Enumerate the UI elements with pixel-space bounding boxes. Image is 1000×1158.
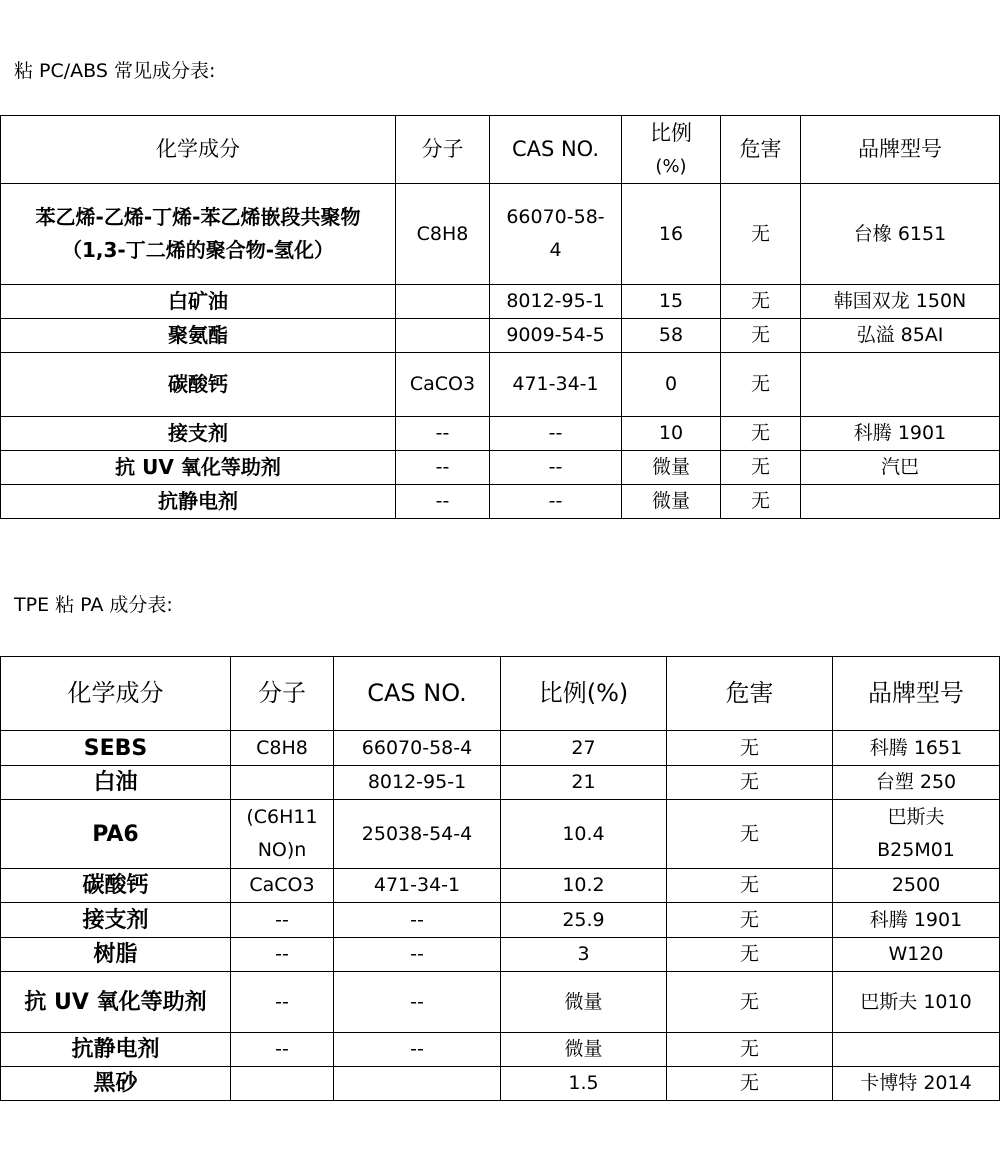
cell-molecule: C8H8	[396, 184, 490, 285]
cell-cas: 8012-95-1	[334, 766, 501, 800]
cell-molecule: CaCO3	[396, 353, 490, 417]
header-molecule: 分子	[396, 116, 490, 184]
header-hazard: 危害	[667, 657, 833, 731]
component-line1: 苯乙烯-乙烯-丁烯-苯乙烯嵌段共聚物	[35, 205, 361, 229]
cell-brand: 科腾 1651	[833, 731, 1000, 766]
cell-hazard: 无	[721, 319, 801, 353]
cell-molecule	[231, 1067, 334, 1101]
cell-component: 碳酸钙	[1, 353, 396, 417]
cell-molecule: --	[231, 938, 334, 972]
cell-molecule	[396, 319, 490, 353]
cell-brand: 2500	[833, 869, 1000, 903]
cell-cas: 9009-54-5	[490, 319, 622, 353]
cell-component: 白矿油	[1, 285, 396, 319]
cell-brand: 韩国双龙 150N	[801, 285, 1000, 319]
cell-hazard: 无	[721, 353, 801, 417]
cell-hazard: 无	[721, 485, 801, 519]
cell-molecule	[231, 800, 334, 869]
header-cas: CAS NO.	[334, 657, 501, 731]
table-row	[1, 903, 1000, 938]
cell-brand	[801, 485, 1000, 519]
cell-component: 接支剂	[1, 903, 231, 938]
header-ratio	[622, 116, 721, 184]
cell-brand	[833, 800, 1000, 869]
cell-brand: 卡博特 2014	[833, 1067, 1000, 1101]
cell-molecule	[231, 766, 334, 800]
pc-abs-composition-table	[0, 115, 1000, 519]
cell-ratio: 15	[622, 285, 721, 319]
table-row	[1, 285, 1000, 319]
cell-cas: 471-34-1	[334, 869, 501, 903]
cell-component: 接支剂	[1, 417, 396, 451]
cell-molecule	[396, 285, 490, 319]
section2-title: TPE 粘 PA 成分表:	[14, 594, 173, 616]
cell-brand: 台塑 250	[833, 766, 1000, 800]
table-header-row	[1, 116, 1000, 184]
cell-cas: --	[490, 485, 622, 519]
cell-brand: 弘溢 85AI	[801, 319, 1000, 353]
tpe-pa-composition-table	[0, 656, 1000, 1101]
table-row	[1, 800, 1000, 869]
cell-brand: 巴斯夫 1010	[833, 972, 1000, 1033]
header-cas: CAS NO.	[490, 116, 622, 184]
cell-ratio: 16	[622, 184, 721, 285]
cell-brand: 台橡 6151	[801, 184, 1000, 285]
header-ratio: 比例(%)	[501, 657, 667, 731]
table-row	[1, 869, 1000, 903]
cell-ratio: 27	[501, 731, 667, 766]
cell-cas: --	[334, 938, 501, 972]
table-row	[1, 972, 1000, 1033]
cell-hazard: 无	[667, 766, 833, 800]
cell-brand	[833, 1033, 1000, 1067]
table-row	[1, 353, 1000, 417]
cell-ratio: 10	[622, 417, 721, 451]
table-row	[1, 319, 1000, 353]
header-component: 化学成分	[1, 657, 231, 731]
header-molecule: 分子	[231, 657, 334, 731]
cell-ratio: 3	[501, 938, 667, 972]
cell-component: 抗 UV 氧化等助剂	[1, 451, 396, 485]
cell-ratio: 微量	[622, 451, 721, 485]
cell-component: 白油	[1, 766, 231, 800]
cell-molecule: --	[231, 903, 334, 938]
cell-brand: 汽巴	[801, 451, 1000, 485]
cell-ratio: 微量	[622, 485, 721, 519]
cell-ratio: 0	[622, 353, 721, 417]
cell-hazard: 无	[667, 1067, 833, 1101]
cell-ratio: 25.9	[501, 903, 667, 938]
table-row	[1, 451, 1000, 485]
cell-hazard: 无	[721, 184, 801, 285]
cas-line2: 4	[549, 239, 562, 261]
cell-molecule: CaCO3	[231, 869, 334, 903]
cell-cas: 471-34-1	[490, 353, 622, 417]
cell-component: 黑砂	[1, 1067, 231, 1101]
cell-ratio: 微量	[501, 1033, 667, 1067]
cell-ratio: 21	[501, 766, 667, 800]
molecule-line2: NO)n	[257, 839, 307, 861]
cell-cas: --	[490, 451, 622, 485]
table-row	[1, 731, 1000, 766]
cell-brand	[801, 353, 1000, 417]
table-row	[1, 1033, 1000, 1067]
cell-ratio: 微量	[501, 972, 667, 1033]
cell-component: 抗 UV 氧化等助剂	[1, 972, 231, 1033]
cell-component: 树脂	[1, 938, 231, 972]
cell-hazard: 无	[721, 417, 801, 451]
cell-hazard: 无	[721, 451, 801, 485]
cell-hazard: 无	[667, 972, 833, 1033]
cell-hazard: 无	[667, 938, 833, 972]
molecule-line1: (C6H11	[246, 806, 318, 828]
cell-component: PA6	[1, 800, 231, 869]
component-line2: （1,3-丁二烯的聚合物-氢化）	[61, 238, 335, 262]
cell-cas: 8012-95-1	[490, 285, 622, 319]
cell-component: SEBS	[1, 731, 231, 766]
cell-cas	[334, 1067, 501, 1101]
cell-brand: 科腾 1901	[833, 903, 1000, 938]
header-brand: 品牌型号	[833, 657, 1000, 731]
cell-hazard: 无	[667, 731, 833, 766]
cell-hazard: 无	[667, 903, 833, 938]
table-header-row	[1, 657, 1000, 731]
table-row	[1, 766, 1000, 800]
table-row	[1, 485, 1000, 519]
cell-brand: 科腾 1901	[801, 417, 1000, 451]
cell-component: 抗静电剂	[1, 1033, 231, 1067]
cell-hazard: 无	[667, 1033, 833, 1067]
cell-cas	[490, 184, 622, 285]
header-hazard: 危害	[721, 116, 801, 184]
section1-title: 粘 PC/ABS 常见成分表:	[14, 60, 216, 82]
cas-line1: 66070-58-	[506, 206, 605, 228]
cell-hazard: 无	[721, 285, 801, 319]
header-ratio-line2: (%)	[655, 155, 687, 177]
cell-hazard: 无	[667, 800, 833, 869]
header-ratio-line1: 比例	[650, 120, 692, 145]
cell-molecule: --	[396, 485, 490, 519]
cell-molecule: --	[231, 972, 334, 1033]
cell-cas: --	[334, 903, 501, 938]
table-row	[1, 417, 1000, 451]
cell-cas: --	[334, 1033, 501, 1067]
brand-line2: B25M01	[877, 839, 955, 861]
cell-component: 碳酸钙	[1, 869, 231, 903]
table-row	[1, 184, 1000, 285]
cell-ratio: 1.5	[501, 1067, 667, 1101]
cell-component: 聚氨酯	[1, 319, 396, 353]
cell-ratio: 10.2	[501, 869, 667, 903]
cell-ratio: 58	[622, 319, 721, 353]
cell-component: 抗静电剂	[1, 485, 396, 519]
cell-ratio: 10.4	[501, 800, 667, 869]
table-row	[1, 1067, 1000, 1101]
cell-hazard: 无	[667, 869, 833, 903]
cell-cas: 25038-54-4	[334, 800, 501, 869]
table-row	[1, 938, 1000, 972]
header-component: 化学成分	[1, 116, 396, 184]
cell-molecule: --	[396, 451, 490, 485]
cell-cas: --	[490, 417, 622, 451]
cell-molecule: C8H8	[231, 731, 334, 766]
cell-molecule: --	[396, 417, 490, 451]
cell-cas: 66070-58-4	[334, 731, 501, 766]
brand-line1: 巴斯夫	[887, 806, 945, 828]
cell-cas: --	[334, 972, 501, 1033]
cell-molecule: --	[231, 1033, 334, 1067]
cell-component	[1, 184, 396, 285]
cell-brand: W120	[833, 938, 1000, 972]
header-brand: 品牌型号	[801, 116, 1000, 184]
